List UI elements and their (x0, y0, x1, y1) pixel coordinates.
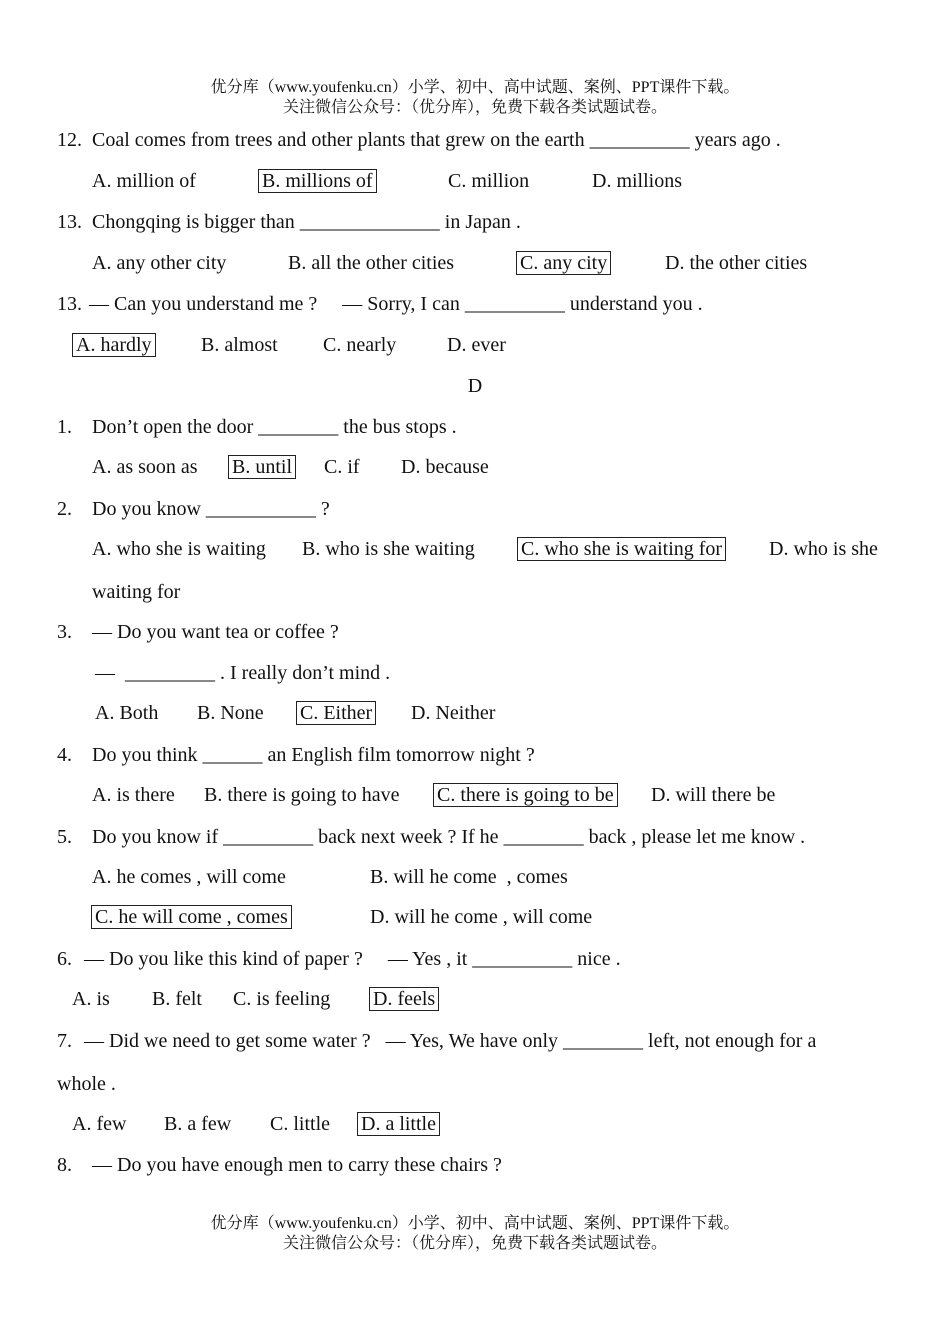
option-d: D. the other cities (665, 252, 808, 274)
option-b: B. None (197, 702, 264, 724)
option-d-answer (357, 1112, 440, 1136)
answer-box: C. any city (516, 251, 611, 275)
footer-line-2: 关注微信公众号：（优分库），免费下载各类试题试卷。 (282, 1235, 667, 1252)
option-b: B. all the other cities (288, 252, 455, 274)
option-b-answer (258, 169, 377, 193)
question-number: 13. (57, 211, 82, 233)
question-number: 13. (57, 293, 82, 315)
option-d: D. will he come , will come (370, 906, 593, 928)
option-c: C. million (448, 170, 530, 192)
option-b: B. there is going to have (204, 784, 400, 806)
header-line-2: 关注微信公众号：（优分库），免费下载各类试题试卷。 (282, 99, 667, 116)
option-c-answer (517, 537, 726, 561)
answer-box: B. millions of (258, 169, 377, 193)
question-number: 6. (57, 948, 72, 970)
question-number: 7. (57, 1030, 72, 1052)
option-c-answer (433, 783, 618, 807)
answer-box: D. a little (357, 1112, 440, 1136)
question-text: — Do you like this kind of paper ? — Yes , it __________ nice . (84, 948, 621, 970)
question-number: 3. (57, 621, 72, 643)
question-text: Coal comes from trees and other plants that grew on the earth __________ years ago . (92, 129, 781, 151)
section-label: D (467, 375, 483, 397)
answer-box: C. Either (296, 701, 376, 725)
question-number: 12. (57, 129, 82, 151)
option-a: A. Both (95, 702, 159, 724)
question-text: Do you know ___________ ? (92, 498, 330, 520)
question-number: 4. (57, 744, 72, 766)
question-text-line-2: — _________ . I really don’t mind . (95, 662, 391, 684)
question-text: Do you know if _________ back next week ? If he ________ back , please let me know . (92, 826, 806, 848)
question-text: — Do you have enough men to carry these chairs ? (92, 1154, 502, 1176)
question-text-continued: whole . (57, 1073, 116, 1095)
answer-box: D. feels (369, 987, 439, 1011)
question-text: — Can you understand me ? — Sorry, I can __________ understand you . (89, 293, 703, 315)
answer-box: B. until (228, 455, 296, 479)
option-c: C. if (324, 456, 360, 478)
header-line-1: 优分库（www.youfenku.cn）小学、初中、高中试题、案例、PPT课件下载。 (210, 79, 740, 96)
option-a: A. is (72, 988, 110, 1010)
option-a: A. who she is waiting (92, 538, 266, 560)
option-c-answer (91, 905, 292, 929)
option-d: D. ever (447, 334, 506, 356)
option-c: C. little (270, 1113, 330, 1135)
answer-box: C. he will come , comes (91, 905, 292, 929)
option-d-answer (369, 987, 439, 1011)
question-number: 1. (57, 416, 72, 438)
option-b: B. felt (152, 988, 202, 1010)
answer-box: C. there is going to be (433, 783, 618, 807)
option-d: D. who is she (769, 538, 878, 560)
option-d: D. because (401, 456, 489, 478)
option-d: D. millions (592, 170, 683, 192)
option-b-answer (228, 455, 296, 479)
option-c: C. nearly (323, 334, 397, 356)
footer-line-1: 优分库（www.youfenku.cn）小学、初中、高中试题、案例、PPT课件下载。 (210, 1215, 740, 1232)
question-text: — Did we need to get some water ? — Yes, We have only ________ left, not enough for a (84, 1030, 817, 1052)
answer-box: A. hardly (72, 333, 156, 357)
question-number: 8. (57, 1154, 72, 1176)
option-b: B. will he come , comes (370, 866, 568, 888)
option-a: A. he comes , will come (92, 866, 286, 888)
option-a: A. as soon as (92, 456, 198, 478)
option-a: A. is there (92, 784, 175, 806)
question-text: Chongqing is bigger than ______________ in Japan . (92, 211, 521, 233)
option-d-continued: waiting for (92, 581, 181, 603)
option-c-answer (516, 251, 611, 275)
question-number: 2. (57, 498, 72, 520)
option-c-answer (296, 701, 376, 725)
option-a: A. million of (92, 170, 196, 192)
option-b: B. almost (201, 334, 278, 356)
answer-box: C. who she is waiting for (517, 537, 726, 561)
question-text: Do you think ______ an English film tomorrow night ? (92, 744, 535, 766)
option-b: B. who is she waiting (302, 538, 475, 560)
question-text: Don’t open the door ________ the bus stops . (92, 416, 457, 438)
option-d: D. Neither (411, 702, 496, 724)
option-b: B. a few (164, 1113, 232, 1135)
option-a: A. any other city (92, 252, 227, 274)
question-number: 5. (57, 826, 72, 848)
option-a: A. few (72, 1113, 127, 1135)
question-text: — Do you want tea or coffee ? (92, 621, 339, 643)
option-c: C. is feeling (233, 988, 331, 1010)
option-a-answer (72, 333, 156, 357)
option-d: D. will there be (651, 784, 776, 806)
